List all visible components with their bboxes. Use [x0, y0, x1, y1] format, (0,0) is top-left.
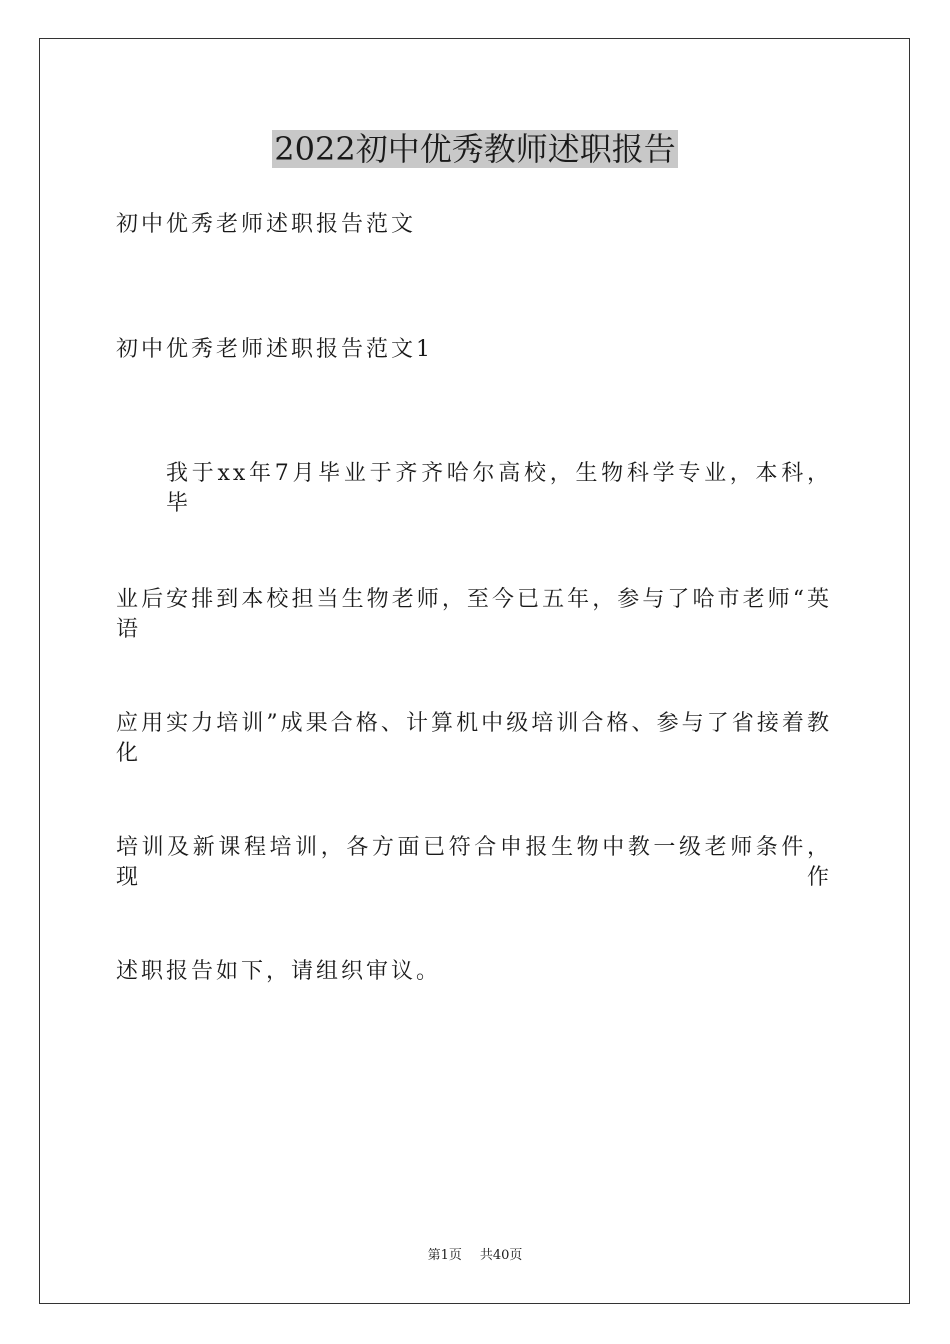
paragraph-line-4: 培训及新课程培训，各方面已符合申报生物中教一级老师条件，现作 — [116, 835, 832, 890]
paragraph-line-3: 应用实力培训”成果合格、计算机中级培训合格、参与了省接着教化 — [116, 711, 832, 766]
document-title-text: 2022初中优秀教师述职报告 — [274, 130, 676, 168]
document-title — [0, 127, 950, 171]
page-footer — [0, 1247, 950, 1265]
paragraph-line-5: 述职报告如下，请组织审议。 — [116, 959, 442, 984]
page-total: 共40页 — [479, 1248, 523, 1263]
paragraph-line-2: 业后安排到本校担当生物老师，至今已五年，参与了哈市老师“英语 — [116, 587, 832, 642]
document-subtitle: 初中优秀老师述职报告范文 — [116, 212, 417, 237]
section-heading: 初中优秀老师述职报告范文1 — [116, 337, 433, 362]
paragraph-line-1: 我于xx年7月毕业于齐齐哈尔高校，生物科学专业，本科，毕 — [166, 461, 832, 516]
page-number: 第1页 — [427, 1248, 462, 1263]
